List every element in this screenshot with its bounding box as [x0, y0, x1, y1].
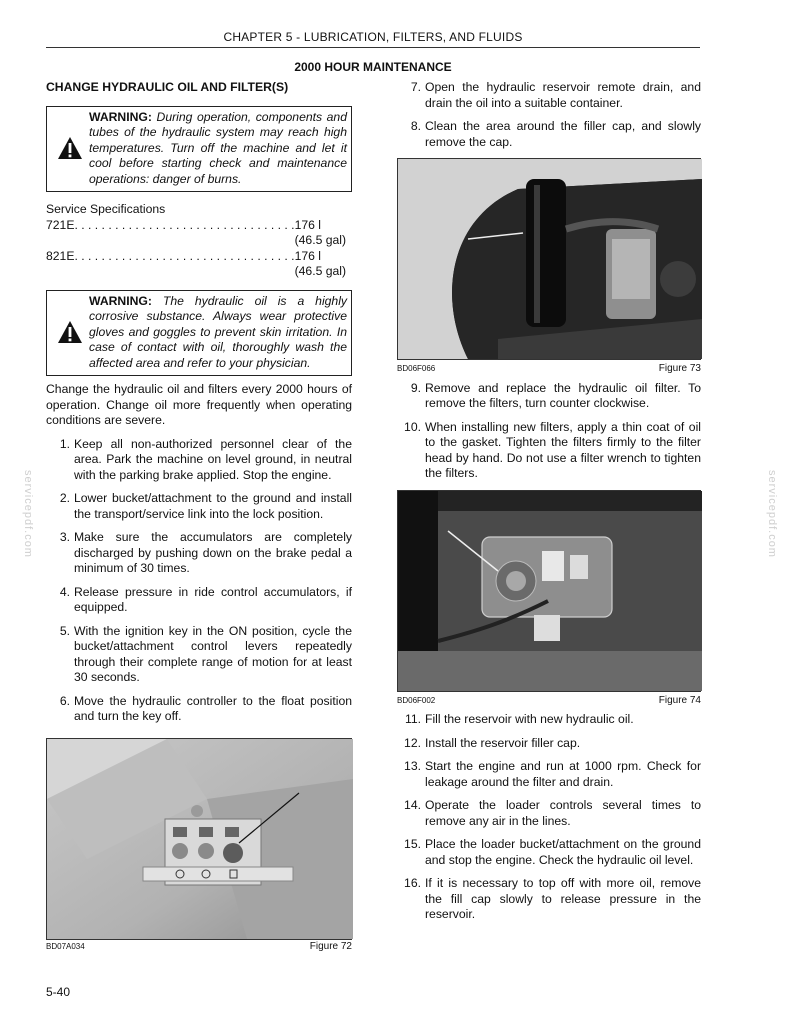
list-item: [397, 119, 701, 150]
header-rule: [46, 47, 700, 48]
step-text: Keep all non-authorized personnel clear of the area. Park the machine on level ground, in neutral with the parking brake applied. Stop the engine.: [74, 436, 352, 482]
steps-list-right-a: [397, 80, 701, 150]
step-number: 13.: [404, 759, 421, 773]
step-number: 5.: [59, 623, 70, 638]
watermark-left: servicepdf.com: [22, 470, 34, 558]
list-item: [46, 624, 352, 686]
step-number: 1.: [59, 436, 70, 451]
warning-body: During operation, components and tubes of the hydraulic system may reach high temperatures. Turn off the machine and let it cool before starting check and maintenance operations: danger of burns.: [89, 109, 347, 186]
figure-73-photo: [397, 158, 701, 360]
step-number: 6.: [59, 693, 70, 708]
step-number: 11.: [404, 712, 421, 726]
step-text: Release pressure in ride control accumulators, if equipped.: [74, 584, 352, 614]
warning-label: WARNING:: [89, 109, 152, 124]
step-number: 15.: [404, 837, 421, 851]
figure-label: Figure 72: [309, 941, 352, 952]
spec-model: 821E: [46, 248, 75, 263]
step-number: 10.: [404, 419, 421, 434]
list-item: [397, 381, 701, 412]
list-item: [397, 736, 701, 752]
figure-74-photo: [397, 490, 701, 692]
step-text: When installing new filters, apply a thin coat of oil to the gasket. Tighten the filters firmly to the filter head by hand. Do not use a filter wrench to tighten the filters.: [425, 419, 701, 480]
spec-value: 176 l (46.5 gal): [294, 248, 347, 278]
warning-text-burns: [89, 110, 347, 188]
figure-72-photo: [46, 738, 352, 940]
figure-72-caption: [46, 941, 352, 952]
step-text: Open the hydraulic reservoir remote drain, and drain the oil into a suitable container.: [425, 80, 701, 110]
figure-74: [397, 490, 701, 709]
step-text: Install the reservoir filler cap.: [425, 735, 581, 750]
step-text: Start the engine and run at 1000 rpm. Check for leakage around the filter and drain.: [425, 759, 701, 789]
step-number: 16.: [404, 876, 421, 890]
steps-list-left: [46, 437, 352, 725]
step-text: With the ignition key in the ON position, cycle the bucket/attachment control levers repeatedly through their complete range of motion for at least 30 seconds.: [74, 623, 352, 684]
figure-73: [397, 158, 701, 377]
warning-text-corrosive: [89, 294, 347, 372]
list-item: [46, 491, 352, 522]
figure-label: Figure 74: [658, 694, 701, 706]
step-number: 4.: [59, 584, 70, 599]
step-number: 3.: [59, 530, 70, 544]
chapter-title: CHAPTER 5 - LUBRICATION, FILTERS, AND FLUIDS: [223, 30, 523, 44]
warning-body: The hydraulic oil is a highly corrosive substance. Always wear protective gloves and goggles to prevent skin irritation. In case of contact with oil, thoroughly wash the affected area and refer to your physician.: [89, 293, 348, 370]
warning-box-corrosive: [46, 290, 352, 377]
step-number: 2.: [59, 491, 70, 505]
warning-triangle-icon: [51, 320, 89, 344]
steps-list-right-c: [397, 712, 701, 923]
page-number: 5-40: [46, 985, 71, 999]
figure-73-caption: [397, 361, 701, 377]
step-text: Operate the loader controls several times to remove any air in the lines.: [425, 798, 701, 828]
spec-row: [46, 218, 352, 249]
step-number: 9.: [410, 380, 421, 395]
step-text: Make sure the accumulators are completely discharged by pushing down on the brake pedal a minimum of 30 times.: [74, 530, 352, 575]
step-number: 12.: [404, 735, 421, 750]
list-item: [397, 80, 701, 111]
figure-code: BD06F002: [397, 695, 436, 705]
figure-code: BD07A034: [46, 942, 85, 951]
list-item: [46, 694, 352, 725]
step-text: Fill the reservoir with new hydraulic oil.: [425, 712, 634, 726]
list-item: [397, 759, 701, 790]
step-number: 8.: [410, 119, 421, 133]
list-item: [397, 798, 701, 829]
steps-list-right-b: [397, 381, 701, 482]
figure-label: Figure 73: [658, 363, 701, 374]
figure-72: [46, 738, 352, 952]
spec-row: [46, 249, 352, 280]
list-item: [46, 585, 352, 616]
warning-label: WARNING:: [89, 293, 152, 308]
step-text: If it is necessary to top off with more oil, remove the fill cap slowly to release pressure in the reservoir.: [425, 876, 701, 921]
warning-box-burns: [46, 106, 352, 193]
step-number: 14.: [404, 798, 421, 812]
left-column: [46, 80, 352, 733]
figure-74-caption: [397, 693, 701, 709]
list-item: [397, 712, 701, 728]
right-column: [397, 80, 701, 931]
spec-leader: . . . . . . . . . . . . . . . . . . . . . . . . . . . . . . . . .: [74, 217, 295, 232]
list-item: [46, 530, 352, 577]
intro-paragraph: Change the hydraulic oil and filters every 2000 hours of operation. Change oil more frequently when operating conditions are severe.: [46, 382, 352, 427]
spec-model: 721E: [46, 217, 75, 232]
step-text: Place the loader bucket/attachment on the ground and stop the engine. Check the hydraulic oil level.: [425, 837, 701, 867]
spec-leader: . . . . . . . . . . . . . . . . . . . . . . . . . . . . . . . . .: [74, 248, 295, 263]
step-number: 7.: [410, 80, 421, 94]
step-text: Clean the area around the filler cap, and slowly remove the cap.: [425, 119, 701, 149]
step-text: Move the hydraulic controller to the float position and turn the key off.: [74, 693, 352, 723]
spec-title: Service Specifications: [46, 202, 166, 216]
list-item: [397, 420, 701, 482]
spec-value: 176 l (46.5 gal): [294, 217, 347, 247]
step-text: Lower bucket/attachment to the ground and install the transport/service link into the lock position.: [74, 491, 352, 521]
step-text: Remove and replace the hydraulic oil filter. To remove the filters, turn counter clockwise.: [425, 380, 701, 410]
warning-triangle-icon: [51, 136, 89, 160]
figure-code: BD06F066: [397, 364, 436, 373]
watermark-right: servicepdf.com: [766, 470, 778, 558]
section-title: 2000 HOUR MAINTENANCE: [294, 60, 452, 74]
list-item: [397, 837, 701, 868]
procedure-heading: CHANGE HYDRAULIC OIL AND FILTER(S): [46, 80, 289, 94]
list-item: [397, 876, 701, 923]
list-item: [46, 437, 352, 484]
service-specifications: [46, 202, 352, 280]
